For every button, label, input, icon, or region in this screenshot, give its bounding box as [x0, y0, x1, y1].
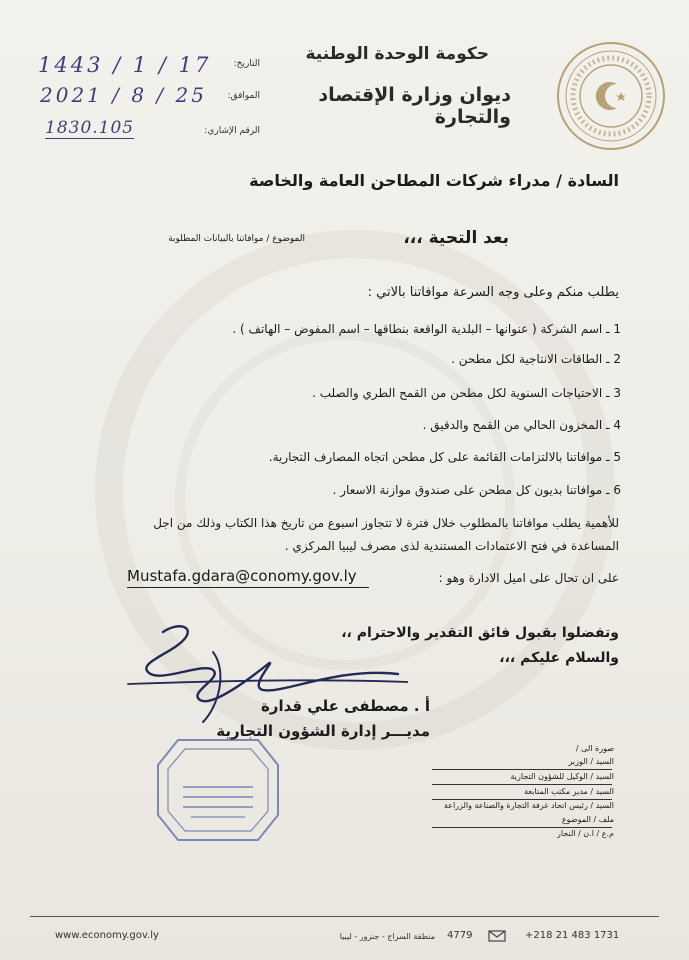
- copy-recipient: السيد / رئيس اتحاد غرفة التجارة والصناعة والزراعة: [443, 801, 614, 810]
- signatory-title: مديـــر إدارة الشؤون التجارية: [216, 722, 430, 740]
- request-item: 5 ـ موافاتنا بالالتزامات القائمة على كل مطحن اتجاه المصارف التجارية.: [268, 450, 621, 464]
- footer-phone: +218 21 483 1731: [525, 930, 620, 941]
- email-instruction: على ان تحال على اميل الادارة وهو :: [438, 571, 619, 585]
- official-stamp-icon: [153, 735, 283, 845]
- envelope-icon: [488, 930, 506, 942]
- copy-underline: [432, 799, 612, 800]
- ministry-title: ديوان وزارة الإقتصاد والتجارة: [318, 84, 511, 128]
- closing-line: وتفضلوا بقبول فائق التقدير والاحترام ،،: [341, 625, 619, 641]
- copies-heading: صورة الى /: [575, 744, 614, 753]
- corresponding-date-label: الموافق:: [227, 91, 260, 101]
- importance-line-1: للأهمية يطلب موافاتنا بالمطلوب خلال فترة لا تتجاوز اسبوع من تاريخ هذا الكتاب وذلك من اجل: [153, 516, 619, 530]
- footer-divider: [30, 916, 659, 917]
- government-title: حكومة الوحدة الوطنية: [305, 44, 489, 64]
- reference-label: الرقم الإشاري:: [204, 126, 260, 136]
- signatory-name: أ . مصطفى علي قدارة: [260, 697, 430, 715]
- copy-underline: [432, 769, 612, 770]
- request-item: 1 ـ اسم الشركة ( عنوانها – البلدية الواقعة بنطاقها – اسم المفوض – الهاتف ) .: [232, 322, 621, 336]
- copy-underline: [432, 784, 612, 785]
- date-label: التاريخ:: [233, 59, 260, 69]
- copy-underline: [432, 827, 612, 828]
- gregorian-date-value: 2021 / 8 / 25: [40, 83, 207, 107]
- copy-recipient: السيد / الوكيل للشؤون التجارية: [510, 772, 614, 781]
- copy-recipient: ملف / الموضوع: [561, 815, 614, 824]
- footer-pobox: 4779: [447, 930, 473, 941]
- request-item: 3 ـ الاحتياجات السنوية لكل مطحن من القمح الطري والصلب .: [312, 386, 621, 400]
- importance-line-2: المساعدة في فتح الاعتمادات المستندية لذى مصرف ليبيا المركزي .: [284, 539, 619, 553]
- ministry-emblem-icon: [555, 40, 667, 152]
- subject-line: الموضوع / موافاتنا بالبيانات المطلوبة: [168, 234, 305, 244]
- hijri-date-value: 1443 / 1 / 17: [38, 53, 212, 77]
- copy-recipient: السيد / مدير مكتب المتابعة: [524, 787, 614, 796]
- copy-recipient: م.ع / ا.ن / النجار: [556, 829, 614, 838]
- email-address: Mustafa.gdara@conomy.gov.ly: [127, 567, 357, 585]
- request-item: 4 ـ المخزون الحالي من القمح والدقيق .: [422, 418, 621, 432]
- intro-line: يطلب منكم وعلى وجه السرعة موافاتنا بالاتي :: [367, 285, 619, 300]
- copy-recipient: السيد / الوزير: [568, 757, 614, 766]
- reference-value: 1830.105: [45, 118, 135, 138]
- greeting: بعد التحية ،،،: [403, 228, 509, 248]
- request-item: 2 ـ الطاقات الانتاجية لكل مطحن .: [451, 352, 621, 366]
- footer-website: www.economy.gov.ly: [55, 930, 159, 941]
- email-underline: [127, 587, 369, 588]
- request-item: 6 ـ موافاتنا بديون كل مطحن على صندوق موازنة الاسعار .: [332, 483, 621, 497]
- closing-salutation: والسلام عليكم ،،،: [499, 650, 619, 666]
- footer-address: منطقة السراج - جنزور - ليبيا: [339, 932, 435, 941]
- recipient-line: السادة / مدراء شركات المطاحن العامة والخاصة: [249, 171, 619, 190]
